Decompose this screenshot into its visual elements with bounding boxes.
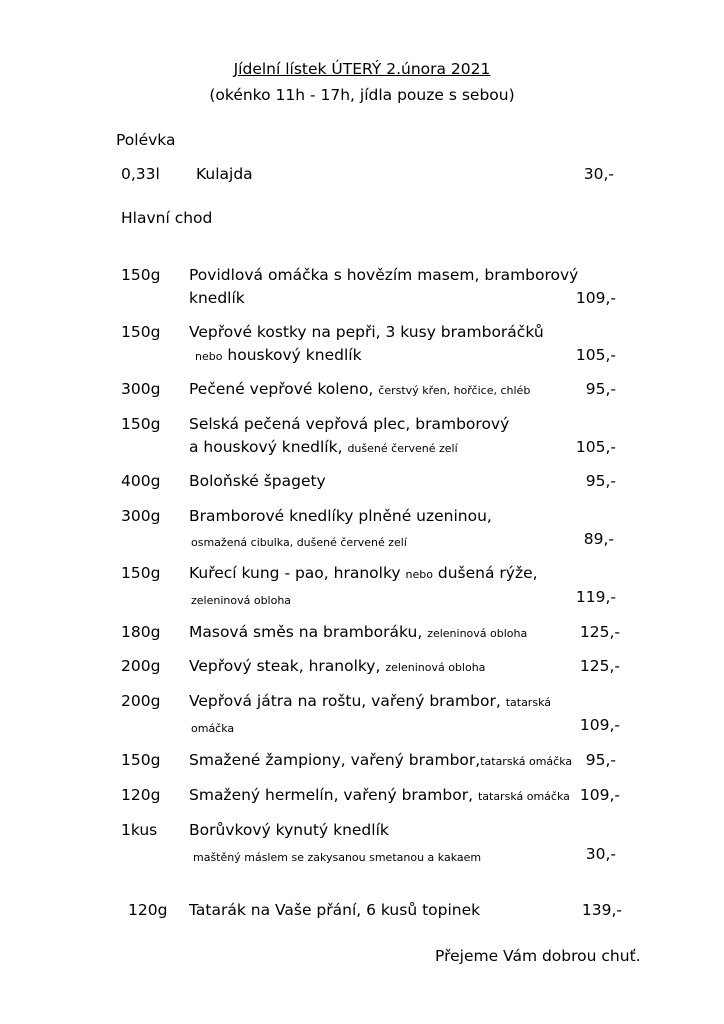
item-note: dušené červené zelí	[347, 442, 458, 455]
item-price: 139,-	[581, 901, 622, 919]
item-note: zeleninová obloha	[427, 627, 528, 640]
item-name	[189, 564, 538, 582]
item-name-part: Smažený hermelín, vařený brambor,	[189, 786, 474, 804]
item-name: Povidlová omáčka s hovězím masem, bramborový	[189, 266, 579, 284]
item-weight: 300g	[121, 380, 161, 398]
item-weight: 150g	[121, 266, 161, 284]
item-price: 125,-	[579, 657, 620, 675]
item-note: nebo	[405, 568, 433, 581]
closing-note: Přejeme Vám dobrou chuť.	[435, 947, 641, 965]
item-price: 119,-	[575, 588, 616, 606]
item-name: Kulajda	[196, 165, 253, 183]
item-name	[189, 380, 530, 398]
item-name-part: Vepřová játra na roštu, vařený brambor,	[189, 692, 501, 710]
item-note: maštěný máslem se zakysanou smetanou a kakaem	[193, 851, 482, 864]
item-name-cont	[193, 847, 481, 865]
item-price: 89,-	[583, 530, 614, 548]
item-name	[189, 692, 551, 710]
item-name-cont	[195, 346, 362, 364]
item-weight: 200g	[121, 657, 161, 675]
menu-title: Jídelní lístek ÚTERÝ 2.února 2021	[233, 60, 491, 78]
item-weight: 150g	[121, 323, 161, 341]
item-name-cont: knedlík	[189, 289, 245, 307]
item-note: nebo	[195, 350, 223, 363]
item-price: 125,-	[579, 623, 620, 641]
item-note: tatarská	[505, 696, 551, 709]
item-note: zeleninová obloha	[191, 594, 292, 607]
menu-subtitle: (okénko 11h - 17h, jídla pouze s sebou)	[209, 86, 515, 104]
item-weight: 150g	[121, 415, 161, 433]
item-weight: 150g	[121, 564, 161, 582]
main-heading: Hlavní chod	[121, 209, 213, 227]
item-price: 30,-	[583, 165, 614, 183]
item-weight: 1kus	[121, 821, 158, 839]
item-note: osmažená cibulka, dušené červené zelí	[191, 536, 407, 549]
item-name-cont	[189, 438, 458, 456]
item-weight: 120g	[121, 786, 161, 804]
item-note: omáčka	[191, 722, 235, 735]
soup-heading: Polévka	[116, 131, 176, 149]
item-name: Bramborové knedlíky plněné uzeninou,	[189, 507, 492, 525]
item-weight: 0,33l	[121, 165, 160, 183]
item-weight: 180g	[121, 623, 161, 641]
item-weight: 200g	[121, 692, 161, 710]
item-name: Borůvkový kynutý knedlík	[189, 821, 389, 839]
item-name-part: a houskový knedlík,	[189, 438, 343, 456]
item-name: Boloňské špagety	[189, 472, 326, 490]
item-price: 95,-	[585, 472, 616, 490]
item-weight: 120g	[128, 901, 168, 919]
item-name	[189, 751, 572, 769]
item-price: 109,-	[579, 716, 620, 734]
item-name-part: Masová směs na bramboráku,	[189, 623, 423, 641]
item-price: 109,-	[575, 289, 616, 307]
item-note: tatarská omáčka	[480, 755, 573, 768]
item-price: 105,-	[575, 438, 616, 456]
item-name	[189, 657, 485, 675]
item-name: Tatarák na Vaše přání, 6 kusů topinek	[189, 901, 481, 919]
item-note: čerstvý křen, hořčice, chléb	[378, 384, 531, 397]
item-weight: 400g	[121, 472, 161, 490]
item-name	[189, 786, 570, 804]
item-name-part: dušená rýže,	[437, 564, 538, 582]
item-name-part: Vepřový steak, hranolky,	[189, 657, 381, 675]
item-note: tatarská omáčka	[477, 790, 570, 803]
item-name: Selská pečená vepřová plec, bramborový	[189, 415, 510, 433]
item-name	[189, 623, 527, 641]
item-price: 95,-	[585, 751, 616, 769]
item-name-part: Smažené žampiony, vařený brambor,	[189, 751, 481, 769]
item-price: 105,-	[575, 346, 616, 364]
item-name-cont	[191, 718, 234, 736]
item-name: Vepřové kostky na pepři, 3 kusy bramboráčků	[189, 323, 544, 341]
item-name-part: Pečené vepřové koleno,	[189, 380, 374, 398]
item-name-part: Kuřecí kung - pao, hranolky	[189, 564, 401, 582]
item-name-cont	[191, 532, 407, 550]
item-price: 109,-	[579, 786, 620, 804]
item-weight: 300g	[121, 507, 161, 525]
item-name-cont	[191, 590, 291, 608]
item-note: zeleninová obloha	[385, 661, 486, 674]
item-price: 30,-	[585, 845, 616, 863]
item-weight: 150g	[121, 751, 161, 769]
item-price: 95,-	[585, 380, 616, 398]
item-name-part: houskový knedlík	[227, 346, 362, 364]
